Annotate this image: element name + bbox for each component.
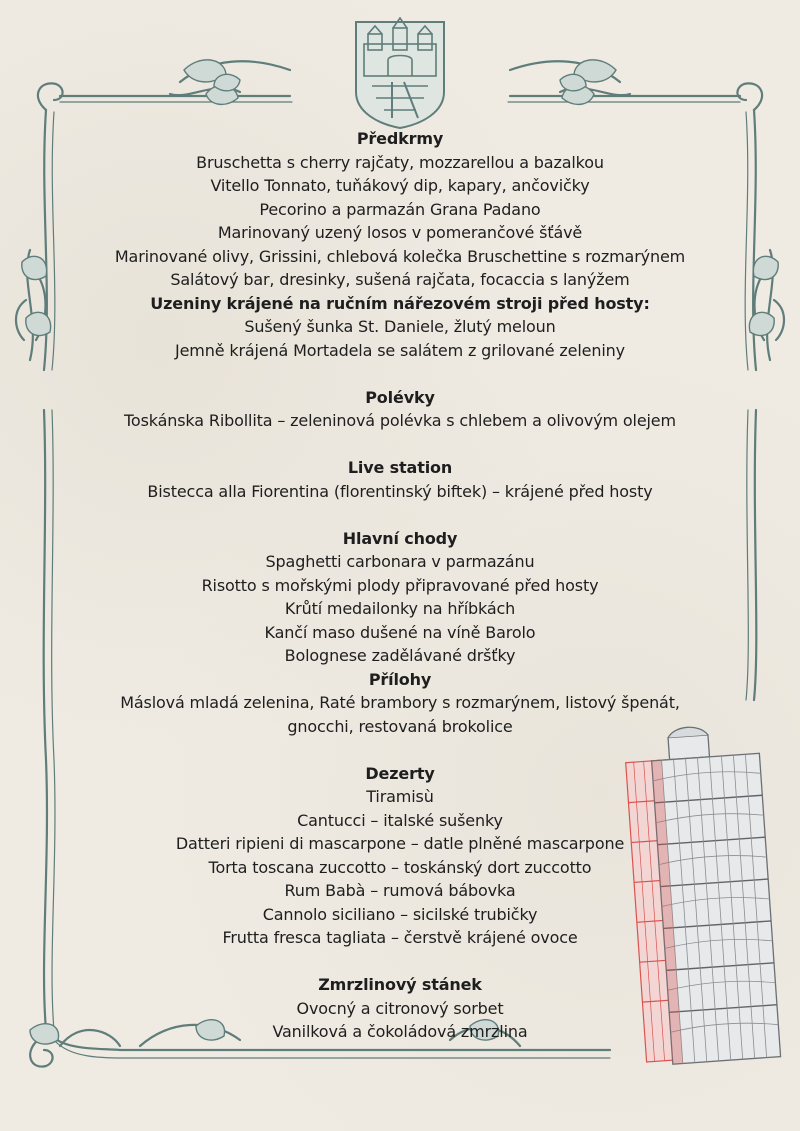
- section-title-predkrmy: Předkrmy: [356, 129, 444, 148]
- section-title-prilohy: Přílohy: [368, 669, 432, 689]
- prague-castle-crest-icon: [356, 18, 444, 128]
- menu-item: Vitello Tonnato, tuňákový dip, kapary, ančovičky: [210, 176, 590, 195]
- menu-item: Bolognese zadělávané dršťky: [284, 646, 516, 665]
- section-spacer: [60, 362, 740, 386]
- section-title-hlavni-chody: Hlavní chody: [342, 528, 458, 548]
- subheading-uzeniny: Uzeniny krájené na ručním nářezovém stroji před hosty:: [150, 293, 650, 313]
- menu-item: Rum Babà – rumová bábovka: [284, 881, 516, 900]
- menu-item: Sušený šunka St. Daniele, žlutý meloun: [244, 317, 556, 336]
- menu-item: Krůtí medailonky na hříbkách: [284, 599, 516, 618]
- menu-item: Pecorino a parmazán Grana Padano: [259, 199, 541, 219]
- menu-item: Máslová mladá zelenina, Raté brambory s rozmarýnem, listový špenát,: [120, 693, 680, 712]
- section-title-polevky: Polévky: [365, 387, 435, 407]
- menu-item: Ovocný a citronový sorbet: [296, 998, 504, 1018]
- menu-item: Cantucci – italské sušenky: [297, 810, 503, 830]
- leaning-tower-of-pisa-icon: [608, 708, 788, 1068]
- menu-item: Kančí maso dušené na víně Barolo: [264, 622, 536, 642]
- menu-item: Spaghetti carbonara v parmazánu: [265, 552, 535, 571]
- menu-item: Salátový bar, dresinky, sušená rajčata, focaccia s lanýžem: [170, 270, 630, 289]
- menu-item: Bistecca alla Fiorentina (florentinský biftek) – krájené před hosty: [147, 481, 653, 501]
- section-title-zmrzlinovy-stanek: Zmrzlinový stánek: [318, 975, 482, 994]
- menu-item: Cannolo siciliano – sicilské trubičky: [262, 904, 538, 924]
- section-spacer: [60, 433, 740, 457]
- menu-item: Bruschetta s cherry rajčaty, mozzarellou a bazalkou: [196, 152, 604, 172]
- menu-item: Torta toscana zuccotto – toskánský dort zuccotto: [208, 857, 592, 877]
- menu-item: Datteri ripieni di mascarpone – datle plněné mascarpone: [175, 834, 625, 853]
- section-title-live-station: Live station: [347, 458, 453, 477]
- section-spacer: [60, 503, 740, 527]
- menu-item: Risotto s mořskými plody připravované před hosty: [201, 575, 599, 595]
- menu-item: Tiramisù: [366, 787, 434, 806]
- menu-item: Marinovaný uzený losos v pomerančové šťávě: [217, 223, 583, 242]
- menu-item: gnocchi, restovaná brokolice: [287, 716, 513, 736]
- menu-item: Toskánska Ribollita – zeleninová polévka s chlebem a olivovým olejem: [124, 411, 676, 430]
- section-title-dezerty: Dezerty: [365, 763, 435, 783]
- menu-item: Marinované olivy, Grissini, chlebová kolečka Bruschettine s rozmarýnem: [114, 246, 686, 266]
- menu-item: Vanilková a čokoládová zmrzlina: [272, 1022, 528, 1041]
- menu-item: Frutta fresca tagliata – čerstvě krájené ovoce: [222, 928, 578, 947]
- menu-item: Jemně krájená Mortadela se salátem z grilované zeleniny: [175, 340, 625, 360]
